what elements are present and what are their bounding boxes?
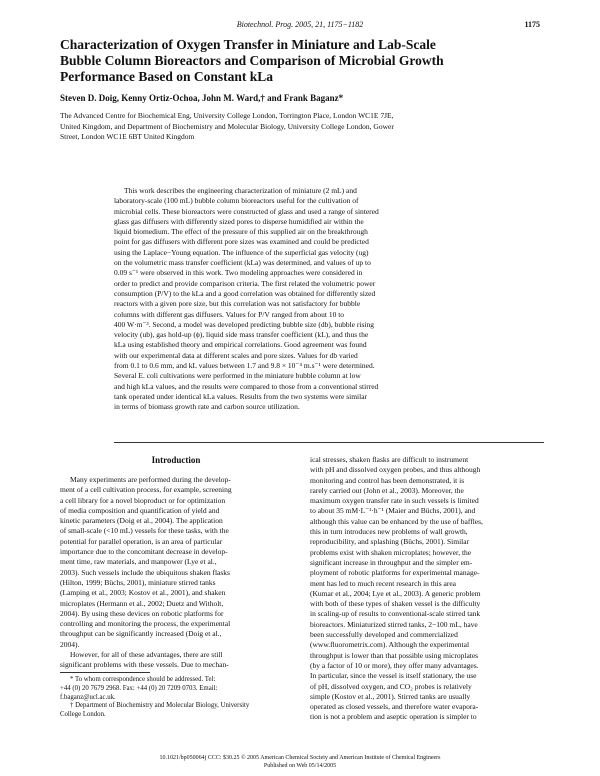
paragraph-line: although this value can be enhanced by the use of baffles,	[310, 516, 483, 526]
paragraph-line: (www.fluorometrix.com). Although the experimental	[310, 640, 470, 650]
paragraph-line: of small-scale (<10 mL) vessels for these tasks, with the	[60, 526, 229, 536]
paragraph-line: ment has led to much recent research in this area	[310, 578, 456, 588]
paragraph-line: significant increase in throughput and the simpler em-	[310, 557, 473, 567]
abstract-line: glass gas diffusers with differently sized pores to disperse humidified air within the	[114, 216, 364, 226]
paragraph-line: microplates (Hermann et al., 2002; Duetz and Witholt,	[60, 598, 224, 608]
journal-citation: Biotechnol. Prog. 2005, 21, 1175−1182	[236, 20, 364, 29]
paragraph-line: 2004). By using these devices on robotic platforms for	[60, 608, 224, 618]
footnotes	[60, 676, 292, 720]
abstract-line: and high kLa values, and the results were compared to those from a conventional stirred	[114, 381, 379, 391]
paragraph-line: ment time, raw materials, and manpower (Lye et al.,	[60, 557, 217, 567]
abstract-line: with our experimental data at different scales and pore sizes. Values for db varied	[114, 350, 358, 360]
paragraph-line: Many experiments are performed during the develop-	[70, 475, 231, 484]
paragraph-line: (Kumar et al., 2004; Lye et al., 2003). A generic problem	[310, 588, 481, 598]
paragraph-line: However, for all of these advantages, there are still	[70, 650, 223, 660]
abstract-line: microbial cells. These bioreactors were constructed of glass and used a range of sintered	[114, 206, 379, 216]
abstract-line: kLa using established theory and empirical correlations. Good agreement was found	[114, 340, 367, 350]
paragraph-line: of media composition and quantification of yield and	[60, 505, 220, 515]
title-line: Characterization of Oxygen Transfer in Miniature and Lab-Scale	[60, 37, 436, 52]
paragraph-line: been successfully developed and commercialized	[310, 630, 458, 640]
paragraph-line: tion is not a problem and aseptic operation is simpler to	[310, 712, 477, 722]
footnote-line: f.baganz@ucl.ac.uk.	[60, 693, 116, 701]
paragraph-line: ical stresses, shaken flasks are difficult to instrument	[310, 455, 469, 464]
paragraph-line: with pH and dissolved oxygen probes, and thus although	[310, 465, 481, 475]
paragraph-line: 2004).	[60, 639, 80, 649]
abstract-line: columns with different gas diffusers. Values for P/V ranged from about 10 to	[114, 309, 345, 319]
paragraph-line: importance due to the concomitant decrease in develop-	[60, 547, 228, 557]
footnote-line: * To whom correspondence should be addressed. Tel:	[70, 676, 216, 683]
left-column	[60, 455, 292, 671]
paragraph-line: 2003). Such vessels include the ubiquitous shaken flasks	[60, 567, 230, 577]
footnote-line: College London.	[60, 711, 106, 719]
paragraph-line: In particular, since the vessel is itself stationary, the use	[310, 671, 477, 681]
running-header	[60, 20, 540, 32]
affiliation-line: Street, London WC1E 6BT United Kingdom	[60, 132, 195, 141]
paragraph-line: ment of a cell cultivation process, for example, screening	[60, 485, 232, 495]
abstract-line: velocity (ub), gas hold-up (ϕ), liquid side mass transfer coefficient (kL), and thus the	[114, 330, 369, 340]
page-footer	[60, 754, 540, 770]
page-number: 1175	[524, 20, 540, 29]
paragraph-line: this in turn introduces new problems of wall growth,	[310, 527, 468, 537]
abstract-line: reactors with a given pore size, but this correlation was not satisfactory for bubble	[114, 299, 361, 309]
abstract-line: tank operated under identical kLa values. Results from the two systems were similar	[114, 391, 368, 401]
abstract-line: point for gas diffusers with different pore sizes was examined and could be predicted	[114, 237, 369, 247]
paragraph-line: operated as closed vessels, and therefore water evapora-	[310, 702, 479, 712]
abstract-line: order to predict and provide comparison criteria. The first related the volumetric power	[114, 278, 376, 288]
article-title	[60, 37, 540, 85]
paragraph-line: of pH, dissolved oxygen, and CO₂ probes is relatively	[310, 681, 472, 691]
affiliations	[60, 111, 560, 143]
abstract-line: consumption (P/V) to the kLa and a good correlation was obtained for differently sized	[114, 288, 376, 298]
section-heading-introduction: Introduction	[151, 455, 201, 465]
paragraph-line: (by a factor of 10 or more), they offer many advantages.	[310, 660, 479, 670]
abstract-line: 400 W·m⁻³. Second, a model was developed predicting bubble size (db), bubble rising	[114, 319, 374, 329]
paragraph-line: kinetic parameters (Doig et al., 2004). The application	[60, 516, 223, 526]
paragraph-line: (Lamping et al., 2003; Kostov et al., 2001), and shaken	[60, 588, 226, 598]
abstract-line: on the volumetric mass transfer coefficient (kLa) was determined, and values of up to	[114, 258, 371, 268]
abstract-line: 0.09 s⁻¹ were observed in this work. Two modeling approaches were considered in	[114, 268, 363, 278]
footnote-line: +44 (0) 20 7679 2968. Fax: +44 (0) 20 7209 0703. Email:	[60, 684, 218, 692]
paragraph-line: controlling and monitoring the process, the experimental	[60, 619, 231, 629]
affiliation-line: United Kingdom, and Department of Biochemistry and Molecular Biology, University College London, Gower	[60, 121, 394, 131]
footnote-divider	[60, 672, 150, 673]
abstract-line: liquid biomedium. The effect of the pressure of this supplied air on the breakthrough	[114, 227, 368, 237]
right-column	[310, 455, 542, 723]
paragraph-line: rarely carried out (John et al., 2003). Moreover, the	[310, 485, 464, 495]
paragraph-line: in scaling-up of results to conventional-scale stirred tank	[310, 609, 481, 619]
abstract-divider	[114, 442, 544, 443]
introduction-text-continued	[310, 455, 542, 723]
introduction-text	[60, 475, 292, 671]
abstract-line: This work describes the engineering characterization of miniature (2 mL) and	[124, 186, 357, 195]
paragraph-line: significant problems with these vessels. Due to mechan-	[60, 660, 229, 670]
paragraph-line: reproducibility, and splashing (Büchs, 2001). Similar	[310, 537, 470, 547]
paragraph-line: to about 35 mM·L⁻¹·h⁻¹ (Maier and Büchs, 2001), and	[310, 506, 476, 516]
paragraph-line: throughput can be significantly increased (Doig et al.,	[60, 629, 222, 639]
paragraph-line: (Hilton, 1999; Büchs, 2001), miniature stirred tanks	[60, 577, 216, 587]
abstract-line: laboratory-scale (100 mL) bubble column bioreactors useful for the cultivation of	[114, 196, 359, 206]
abstract-line: in terms of biomass growth rate and carbon source utilization.	[114, 402, 300, 412]
doi-copyright-line: 10.1021/bp050064j CCC: $30.25 © 2005 American Chemical Society and American Institute of Chemical Engineers	[159, 755, 441, 761]
paragraph-line: maximum oxygen transfer rate in such vessels is limited	[310, 496, 479, 506]
paragraph-line: problems exist with shaken microplates; however, the	[310, 547, 472, 557]
affiliation-line: The Advanced Centre for Biochemical Eng, University College London, Torrington Place, London WC1E 7JE,	[60, 111, 394, 120]
title-line: Performance Based on Constant kLa	[60, 69, 273, 84]
paragraph-line: ployment of robotic platforms for experimental manage-	[310, 568, 480, 578]
paragraph-line: monitoring and control has been demonstrated, it is	[310, 475, 465, 485]
paragraph-line: bioreactors. Miniaturized stirred tanks, 2−100 mL, have	[310, 619, 478, 629]
paragraph-line: with both of these types of shaken vessel is the difficulty	[310, 599, 481, 609]
paragraph-line: a cell library for a novel bioproduct or for optimization	[60, 495, 226, 505]
author-list: Steven D. Doig, Kenny Ortiz-Ochoa, John M. Ward,† and Frank Baganz*	[60, 93, 344, 103]
paragraph-line: throughput is lower than that possible using microplates	[310, 650, 479, 660]
abstract-line: using the Laplace−Young equation. The influence of the superficial gas velocity (ug)	[114, 247, 369, 257]
abstract-line: Several E. coli cultivations were performed in the miniature bubble column at low	[114, 371, 361, 381]
publication-date-line: Published on Web 05/14/2005	[263, 763, 337, 769]
title-line: Bubble Column Bioreactors and Comparison of Microbial Growth	[60, 53, 444, 68]
paragraph-line: simple (Kostov et al., 2001). Stirred tanks are usually	[310, 691, 471, 701]
abstract-line: from 0.1 to 0.6 mm, and kL values between 1.7 and 9.8 × 10⁻⁴ m.s⁻¹ were determined.	[114, 361, 375, 371]
footnote-line: † Department of Biochemistry and Molecular Biology, University	[70, 702, 250, 710]
paragraph-line: potential for parallel operation, is an area of particular	[60, 536, 223, 546]
abstract	[114, 186, 544, 413]
